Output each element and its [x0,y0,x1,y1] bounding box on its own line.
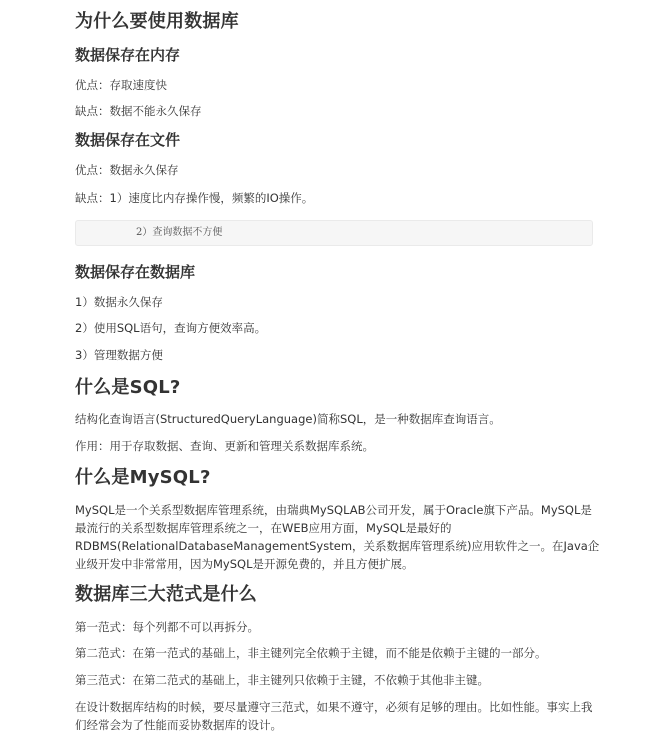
memory-pro: 优点：存取速度快 [75,78,167,92]
heading-why-use-database: 为什么要使用数据库 [75,11,239,32]
file-pro: 优点：数据永久保存 [75,163,179,177]
code-block [75,220,593,246]
mysql-description: MySQL是一个关系型数据库管理系统，由瑞典MySQLAB公司开发，属于Oracle旗下产品。MySQL是最流行的关系型数据库管理系统之一，在WEB应用方面，MySQL是最好的RDBMS(RelationalDatabaseManagementSystem，关系数据库管理系统)应用软件之一。在Java企业级开发中非常常用，因为MySQL是开源免费的，并且方便扩展。 [75,503,600,571]
database-item: 2）使用SQL语句，查询方便效率高。 [75,321,267,335]
sql-purpose: 作用：用于存取数据、查询、更新和管理关系数据库系统。 [75,439,374,453]
database-item: 3）管理数据方便 [75,348,163,362]
heading-save-in-file: 数据保存在文件 [75,131,181,149]
heading-save-in-memory: 数据保存在内存 [75,46,181,64]
file-con: 缺点：1）速度比内存操作慢，频繁的IO操作。 [75,191,314,205]
second-normal-form: 第二范式：在第一范式的基础上，非主键列完全依赖于主键，而不能是依赖于主键的一部分。 [75,646,547,660]
heading-normal-forms: 数据库三大范式是什么 [75,584,257,605]
heading-what-is-mysql: 什么是MySQL? [75,467,211,488]
database-item: 1）数据永久保存 [75,295,163,309]
first-normal-form: 第一范式：每个列都不可以再拆分。 [75,620,259,634]
code-line: 2）查询数据不方便 [136,227,223,238]
third-normal-form: 第三范式：在第二范式的基础上，非主键列只依赖于主键，不依赖于其他非主键。 [75,673,489,687]
sql-definition: 结构化查询语言(StructuredQueryLanguage)简称SQL，是一种数据库查询语言。 [75,412,501,426]
heading-save-in-database: 数据保存在数据库 [75,263,196,281]
memory-con: 缺点：数据不能永久保存 [75,104,202,118]
normal-forms-note: 在设计数据库结构的时候，要尽量遵守三范式，如果不遵守，必须有足够的理由。比如性能。事实上我们经常会为了性能而妥协数据库的设计。 [75,700,593,732]
heading-what-is-sql: 什么是SQL? [75,377,181,398]
